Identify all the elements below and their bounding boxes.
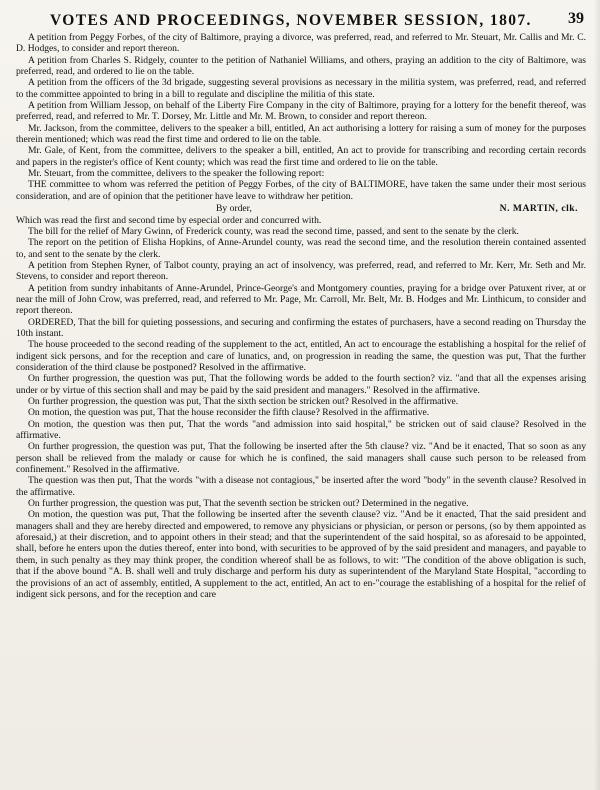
paragraph: On further progression, the question was put, That the following be inserted after the 5th clause? viz. "And be it enacted, That so soon as any person shall be relieved from the malady or cause for which he is confined, the said managers shall cause such person to be released from confinement." Resolved in the affirmative.	[16, 441, 586, 476]
committee-report: THE committee to whom was referred the petition of Peggy Forbes, of the city of BALTIMORE, have taken the same under their most serious consideration, and are of opinion that the petitioner have leave to withdraw her petition.	[16, 179, 586, 202]
proceedings-text	[16, 32, 586, 600]
page-number: 39	[568, 10, 584, 27]
paragraph: On motion, the question was then put, That the words "and admission into said hospital," be stricken out of said clause? Resolved in the affirmative.	[16, 418, 586, 442]
by-order-label: By order,	[216, 203, 252, 215]
paragraph: The bill for the relief of Mary Gwinn, of Frederick county, was read the second time, passed, and sent to the senate by the clerk.	[28, 225, 519, 237]
clerk-signature: N. MARTIN, clk.	[499, 203, 578, 215]
paragraph: On motion, the question was put, That the following be inserted after the seventh clause? viz. "And be it enacted, That the said president and managers shall and they are hereby directed and empowered, to remove any physicians or physician, or person or persons, (so by them appointed as aforesaid,) at their discretion, and to appoint others in their stead; and that the superintendent of the said hospital, so as aforesaid to be appointed, shall, before he enters upon the duties thereof, enter into bond, with securities to be approved of by the said president and managers, and payable to them, in such penalty as they may think proper, the condition whereof shall be as follows, to wit: "The condition of the above obligation is such, that if the above bound "A. B. shall well and truly discharge and perform his duty as superintendent of the Maryland State Hospital, "according to the provisions of an act of assembly, entitled, A supplement to the act, entitled, An act to en-"courage the establishing of a hospital for the relief of indigent sick persons, and for the reception and care	[16, 509, 586, 600]
paragraph: On further progression, the question was put, That the sixth section be stricken out? Resolved in the affirmative.	[28, 396, 459, 407]
paragraph: Mr. Gale, of Kent, from the committee, delivers to the speaker a bill, entitled, An act to provide for transcribing and recording certain records and papers in the register's office of Kent county; which was read the first time and ordered to lie on the table.	[16, 145, 586, 168]
paragraph: A petition from sundry inhabitants of Anne-Arundel, Prince-George's and Montgomery counties, praying for a bridge over Patuxent river, at or near the mill of John Crow, was preferred, read, and referred to Mr. Page, Mr. Carroll, Mr. Belt, Mr. B. Hodges and Mr. Linthicum, to consider and report thereon.	[16, 282, 586, 317]
paragraph: On motion, the question was put, That the house reconsider the fifth clause? Resolved in the affirmative.	[28, 407, 430, 419]
paragraph: A petition from Peggy Forbes, of the city of Baltimore, praying a divorce, was preferred, read, and referred to Mr. Steuart, Mr. Callis and Mr. C. D. Hodges, to consider and report thereon.	[16, 32, 586, 55]
paragraph: On further progression, the question was put, That the following words be added to the fourth section? viz. "and that all the expenses arising under or by virtue of this section shall and may be paid by the said president and managers." Resolved in the affirmative.	[16, 373, 586, 396]
paragraph: Which was read the first and second time by especial order and concurred with.	[16, 214, 322, 226]
page-edge-shadow	[594, 0, 600, 790]
paragraph: A petition from the officers of the 3d brigade, suggesting several provisions as necessary in the militia system, was preferred, read, and referred to the committee appointed to bring in a bill to regulate and discipline the militia of this state.	[16, 77, 586, 100]
paragraph: A petition from William Jessop, on behalf of the Liberty Fire Company in the city of Baltimore, praying for a lottery for the benefit thereof, was preferred, read, and referred to Mr. T. Dorsey, Mr. Little and Mr. M. Brown, to consider and report thereon.	[16, 100, 586, 123]
paragraph: Mr. Jackson, from the committee, delivers to the speaker a bill, entitled, An act authorising a lottery for raising a sum of money for the purposes therein mentioned; which was read the first time and ordered to lie on the table.	[16, 122, 586, 146]
paragraph: Mr. Steuart, from the committee, delivers to the speaker the following report:	[28, 168, 325, 180]
paragraph: The question was then put, That the words "with a disease not contagious," be inserted after the word "body" in the seventh clause? Resolved in the affirmative.	[16, 475, 586, 498]
running-head: VOTES AND PROCEEDINGS, NOVEMBER SESSION, 1807.	[50, 12, 532, 29]
page-header	[16, 6, 586, 30]
paragraph: On further progression, the question was put, That the seventh section be stricken out? Determined in the negative.	[28, 498, 469, 510]
paragraph: A petition from Stephen Ryner, of Talbot county, praying an act of insolvency, was preferred, read, and referred to Mr. Kerr, Mr. Seth and Mr. Stevens, to consider and report thereon.	[16, 259, 586, 283]
paragraph: A petition from Charles S. Ridgely, counter to the petition of Nathaniel Williams, and others, praying an addition to the city of Baltimore, was preferred, read, and ordered to lie on the table.	[16, 54, 586, 78]
paragraph: The house proceeded to the second reading of the supplement to the act, entitled, An act to encourage the establishing a hospital for the relief of indigent sick persons, and for the reception and care of lunatics, and, on progression in reading the same, the question was put, That the further consideration of the third clause be postponed? Resolved in the affirmative.	[16, 339, 586, 373]
paragraph: ORDERED, That the bill for quieting possessions, and securing and confirming the estates of purchasers, have a second reading on Thursday the 10th instant.	[16, 316, 586, 339]
signature-block	[16, 203, 586, 214]
paragraph: The report on the petition of Elisha Hopkins, of Anne-Arundel county, was read the second time, and the resolution therein contained assented to, and sent to the senate by the clerk.	[16, 237, 586, 260]
